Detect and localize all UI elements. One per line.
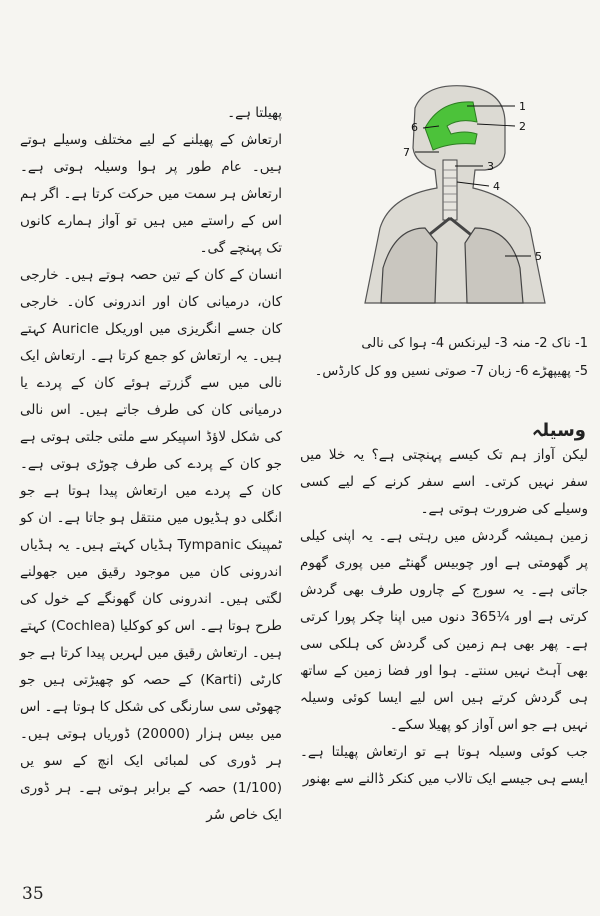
diagram-label-7: 7 bbox=[403, 146, 410, 159]
trachea bbox=[443, 160, 457, 220]
caption-line-1: 1- ناک 2- منہ 3- لیرنکس 4- ہوا کی نالی bbox=[361, 336, 588, 351]
left-text-column bbox=[20, 100, 282, 829]
right-paragraph-1: لیکن آواز ہم تک کیسے پہنچتی ہے؟ یہ خلا میں سفر نہیں کرتی۔ اسے سفر کرنے کے لیے کسی وسیلے کی ضرورت ہوتی ہے۔ bbox=[300, 447, 588, 517]
page-number: 35 bbox=[22, 884, 44, 904]
left-paragraph-3: انسان کے کان کے تین حصہ ہوتے ہیں۔ خارجی کان، درمیانی کان اور اندرونی کان۔ خارجی کان جسے انگریزی میں اوریکل Auricle کہتے ہیں۔ یہ ارتعاش کو جمع کرتا ہے۔ ارتعاش ایک نالی میں سے گزرتے ہوئے کان کے پردے یا درمیانی کان کی طرف جاتے ہیں۔ اس نالی کی شکل لاؤڈ اسپیکر سے ملتی جلتی ہوتی ہے جو کان کے پردے کی طرف چوڑی ہوتی ہے۔ کان کے پردے میں ارتعاش پیدا ہوتا ہے جو انگلی دو ہڈیوں میں منتقل ہو جاتا ہے۔ ان کو ٹمپینک Tympanic ہڈیاں کہتے ہیں۔ یہ ہڈیاں اندرونی کان میں موجود رقیق میں جھولنے لگتی ہیں۔ اندرونی کان گھونگے کے خول کی طرح ہوتا ہے۔ اس کو کوکلیا (Cochlea) کہتے ہیں۔ ارتعاش رقیق میں لہریں پیدا کرتا ہے جو کارٹی (Karti) کے حصہ کو چھیڑتی ہیں جو چھوٹی سی سارنگی کی شکل کا ہوتا ہے۔ اس میں بیس ہزار (20000) ڈوریاں ہوتی ہیں۔ ہر ڈوری کی لمبائی ایک انچ کے سو یں (1/100) حصہ کے برابر ہوتی ہے۔ ہر ڈوری ایک خاص سُر bbox=[20, 267, 282, 823]
section-heading: وسیلہ bbox=[531, 420, 586, 441]
right-text-column bbox=[300, 442, 588, 793]
diagram-label-5: 5 bbox=[535, 250, 542, 263]
diagram-label-1: 1 bbox=[519, 100, 526, 113]
diagram-caption bbox=[300, 330, 588, 386]
left-paragraph-1: پھیلتا ہے۔ bbox=[227, 105, 282, 121]
respiratory-system-diagram bbox=[355, 78, 555, 328]
diagram-label-2: 2 bbox=[519, 120, 526, 133]
diagram-label-6: 6 bbox=[411, 121, 418, 134]
left-paragraph-2: ارتعاش کے پھیلنے کے لیے مختلف وسیلے ہوتے ہیں۔ عام طور پر ہوا وسیلہ ہوتی ہے۔ ارتعاش ہر سمت میں حرکت کرتا ہے۔ اگر ہم اس کے راستے میں ہیں تو آواز ہمارے کانوں تک پہنچے گی۔ bbox=[20, 132, 282, 256]
right-paragraph-3: جب کوئی وسیلہ ہوتا ہے تو ارتعاش پھیلتا ہے۔ ایسے ہی جیسے ایک تالاب میں کنکر ڈالنے سے بھنور bbox=[300, 744, 588, 787]
diagram-label-4: 4 bbox=[493, 180, 500, 193]
right-paragraph-2: زمین ہمیشہ گردش میں رہتی ہے۔ یہ اپنی کیلی پر گھومتی ہے اور چوبیس گھنٹے میں پوری گھوم جاتی ہے۔ یہ سورج کے چاروں طرف بھی گردش کرتی ہے اور ¼365 دنوں میں اپنا چکر پورا کرتی ہے۔ پھر بھی ہم زمین کی گردش کی ہلکی سی بھی آہٹ نہیں سنتے۔ ہوا اور فضا زمین کے ساتھ ہی گردش کرتے ہیں اس لیے ایسا کوئی وسیلہ نہیں ہے جو اس آواز کو پھیلا سکے۔ bbox=[300, 528, 588, 733]
caption-line-2: 5- پھیپھڑے 6- زبان 7- صوتی نسیں وو کل کارڈس۔ bbox=[314, 364, 588, 379]
diagram-label-3: 3 bbox=[487, 160, 494, 173]
